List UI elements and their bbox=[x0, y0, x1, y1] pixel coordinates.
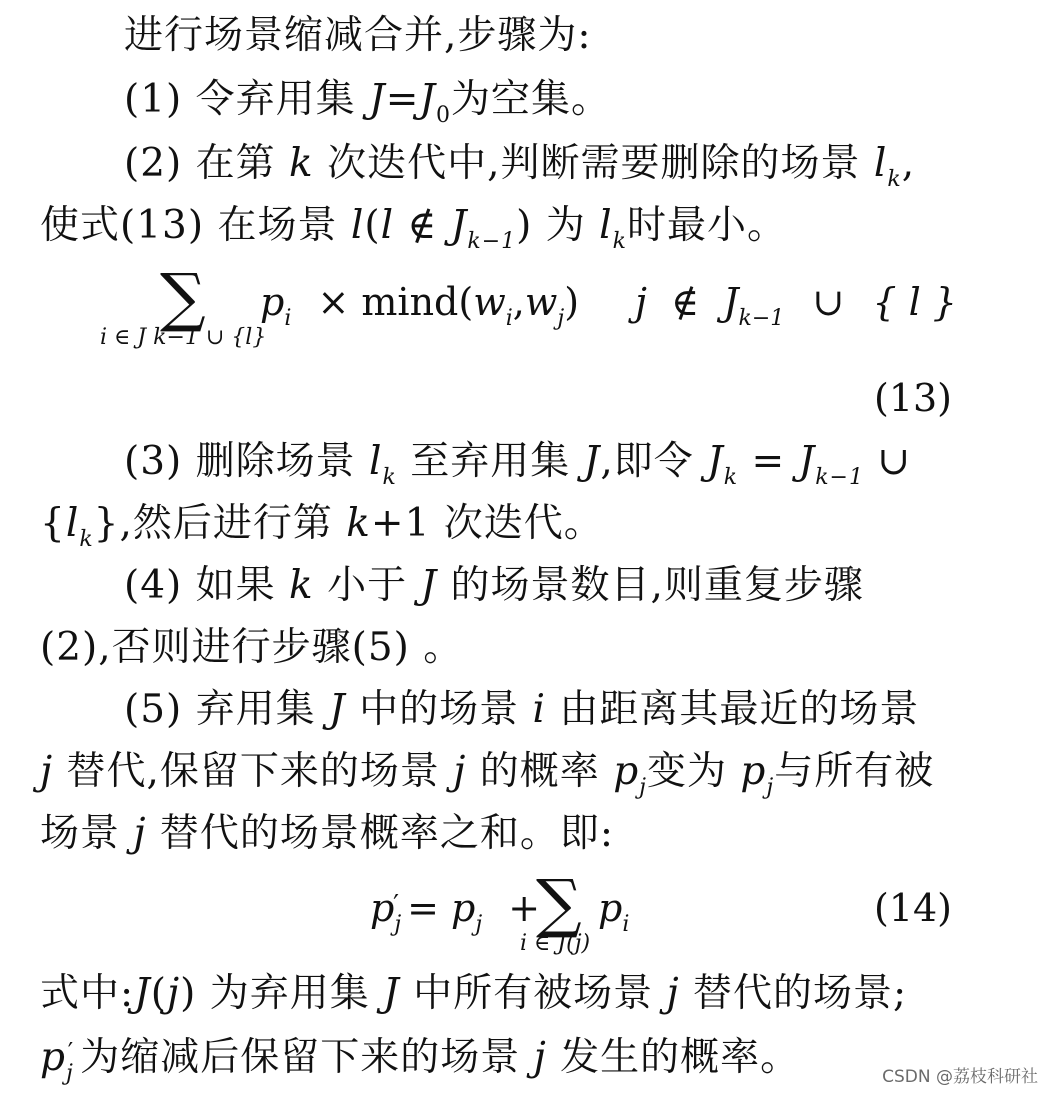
explanation-line-1 bbox=[40, 972, 907, 1016]
text-fragment: l bbox=[380, 203, 395, 248]
text-fragment: { bbox=[40, 501, 66, 546]
step-5-line-3 bbox=[40, 812, 614, 856]
text-fragment: ( bbox=[150, 971, 167, 1016]
text-fragment: = bbox=[385, 77, 420, 122]
text-fragment: j bbox=[65, 1061, 74, 1086]
text-fragment: J bbox=[134, 971, 151, 1016]
text-fragment: p bbox=[740, 749, 767, 794]
text-fragment: w bbox=[524, 280, 558, 324]
text-fragment: 由距离其最近的场景 bbox=[545, 687, 920, 732]
text-fragment: i bbox=[622, 912, 630, 937]
text-fragment: (4) 如果 bbox=[124, 563, 290, 608]
equation-14-lhs bbox=[370, 886, 540, 937]
text-fragment: J bbox=[329, 687, 346, 732]
text-fragment: ) bbox=[564, 280, 580, 324]
step-3-line-1 bbox=[124, 440, 911, 490]
text-fragment: 次迭代中,判断需要删除的场景 bbox=[313, 141, 874, 186]
text-fragment: i bbox=[532, 687, 546, 732]
text-fragment: J bbox=[369, 77, 386, 122]
text-fragment: + bbox=[508, 886, 541, 930]
text-fragment: j bbox=[40, 749, 54, 794]
text-fragment: },然后进行第 bbox=[93, 501, 347, 546]
text-fragment: J bbox=[798, 439, 816, 484]
text-fragment: j bbox=[533, 1035, 547, 1080]
text-fragment: 的场景数目,则重复步骤 bbox=[437, 563, 864, 608]
step-1 bbox=[124, 78, 611, 128]
text-fragment: 至弃用集 bbox=[396, 439, 584, 484]
text-fragment: = bbox=[407, 886, 439, 930]
text-fragment: k bbox=[79, 527, 94, 552]
text-fragment: k−1 bbox=[467, 229, 517, 254]
text-fragment: l bbox=[873, 141, 888, 186]
text-fragment: i bbox=[284, 306, 292, 331]
text-fragment: = bbox=[738, 439, 799, 484]
text-fragment: J bbox=[420, 563, 438, 608]
text-fragment: l bbox=[350, 203, 365, 248]
summation-limit-14: i ∈ J(j) bbox=[520, 931, 591, 956]
text-fragment: (5) 弃用集 bbox=[124, 687, 330, 732]
text-fragment: ∉ bbox=[394, 203, 451, 248]
text-fragment: j bbox=[557, 306, 565, 331]
text-fragment: k bbox=[723, 465, 739, 490]
text-fragment: j bbox=[453, 749, 467, 794]
text-fragment: ′ bbox=[67, 1038, 75, 1066]
text-fragment: p bbox=[40, 1035, 66, 1080]
text-fragment: , bbox=[901, 141, 916, 186]
text-fragment: j bbox=[666, 971, 680, 1016]
text-fragment: ,即令 bbox=[600, 439, 708, 484]
text-fragment: p bbox=[260, 280, 285, 324]
text-fragment: 替代,保留下来的场景 bbox=[53, 749, 454, 794]
text-fragment: (3) 删除场景 bbox=[124, 439, 370, 484]
text-fragment: 发生的概率。 bbox=[546, 1035, 801, 1080]
text-fragment: l bbox=[599, 203, 613, 248]
text-fragment: { l } bbox=[872, 280, 957, 324]
summation-symbol: ∑ bbox=[160, 261, 206, 335]
text-fragment: 式中: bbox=[40, 971, 135, 1016]
step-2-line-2 bbox=[40, 204, 787, 254]
step-5-line-2 bbox=[40, 750, 934, 800]
text-fragment: ( bbox=[364, 203, 381, 248]
text-fragment: j bbox=[635, 280, 647, 324]
text-fragment: 替代的场景; bbox=[679, 971, 908, 1016]
text-fragment: J bbox=[383, 971, 400, 1016]
text-fragment: 为空集。 bbox=[451, 77, 612, 122]
text-fragment: 中所有被场景 bbox=[399, 971, 667, 1016]
text-fragment: × mind( bbox=[317, 280, 474, 324]
text-fragment: J bbox=[707, 439, 724, 484]
text-fragment: i bbox=[505, 306, 513, 331]
text-fragment: 与所有被 bbox=[774, 749, 935, 794]
text-fragment: k bbox=[612, 229, 627, 254]
summation-symbol-14: ∑ bbox=[536, 867, 582, 941]
text-fragment: j bbox=[475, 912, 483, 937]
text-fragment: 0 bbox=[436, 103, 452, 128]
text-fragment: J bbox=[583, 439, 601, 484]
text-fragment: j bbox=[167, 971, 181, 1016]
equation-14-number: (14) bbox=[874, 886, 953, 930]
text-fragment: k bbox=[346, 501, 371, 546]
step-2-line-1 bbox=[124, 142, 915, 192]
text-fragment: j bbox=[766, 775, 775, 800]
text-fragment: ) 为弃用集 bbox=[180, 971, 384, 1016]
text-fragment: , bbox=[512, 280, 525, 324]
text-fragment: j bbox=[133, 811, 147, 856]
text-fragment: k bbox=[887, 167, 902, 192]
text-fragment: p bbox=[370, 886, 395, 930]
text-fragment: k−1 bbox=[738, 306, 785, 331]
text-fragment: ′ bbox=[393, 890, 400, 920]
text-fragment: 为缩减后保留下来的场景 bbox=[80, 1035, 534, 1080]
text-fragment: 场景 bbox=[40, 811, 134, 856]
equation-13-number: (13) bbox=[874, 376, 953, 420]
summation-limit: i ∈ J k−1 ∪ {l} bbox=[100, 325, 267, 350]
text-fragment: k bbox=[382, 465, 397, 490]
text-fragment: 的概率 bbox=[466, 749, 614, 794]
equation-13-body bbox=[260, 280, 957, 331]
text-fragment: 变为 bbox=[646, 749, 741, 794]
text-fragment: ∪ bbox=[863, 439, 912, 484]
step-3-line-2 bbox=[40, 502, 604, 552]
text-fragment: k bbox=[289, 563, 314, 608]
step-4-line-1 bbox=[124, 564, 864, 608]
text-fragment: J bbox=[419, 77, 437, 122]
step-5-line-1 bbox=[124, 688, 919, 732]
text-fragment: j bbox=[394, 912, 402, 937]
text-fragment: 小于 bbox=[313, 563, 421, 608]
text-fragment: p bbox=[613, 749, 640, 794]
text-fragment: 替代的场景概率之和。即: bbox=[146, 811, 615, 856]
text-fragment: k−1 bbox=[815, 465, 864, 490]
text-fragment: 中的场景 bbox=[345, 687, 533, 732]
text-line-intro bbox=[124, 14, 592, 58]
step-4-line-2 bbox=[40, 626, 463, 670]
text-fragment: p bbox=[598, 886, 623, 930]
text-fragment: l bbox=[369, 439, 383, 484]
text-fragment: (2),否则进行步骤(5) 。 bbox=[40, 625, 464, 670]
text-fragment: w bbox=[473, 280, 506, 324]
text-fragment: l bbox=[65, 501, 80, 546]
text-fragment: (2) 在第 bbox=[124, 141, 290, 186]
equation-14-sum-term bbox=[598, 886, 629, 937]
text-fragment: p bbox=[451, 886, 476, 930]
text-fragment: +1 次迭代。 bbox=[370, 501, 604, 546]
text-fragment: 时最小。 bbox=[626, 203, 787, 248]
text-fragment: ∪ bbox=[812, 280, 845, 324]
text-fragment: k bbox=[289, 141, 314, 186]
text-fragment: 使式(13) 在场景 bbox=[40, 203, 351, 248]
text-fragment: 进行场景缩减合并,步骤为: bbox=[124, 13, 592, 58]
csdn-watermark: CSDN @荔枝科研社 bbox=[882, 1067, 1038, 1087]
text-fragment: ) 为 bbox=[516, 203, 600, 248]
text-fragment: (1) 令弃用集 bbox=[124, 77, 370, 122]
text-fragment: J bbox=[450, 203, 468, 248]
text-fragment: j bbox=[639, 775, 647, 800]
text-fragment: J bbox=[723, 280, 739, 324]
text-fragment: ∉ bbox=[671, 280, 700, 324]
explanation-line-2 bbox=[40, 1036, 800, 1086]
